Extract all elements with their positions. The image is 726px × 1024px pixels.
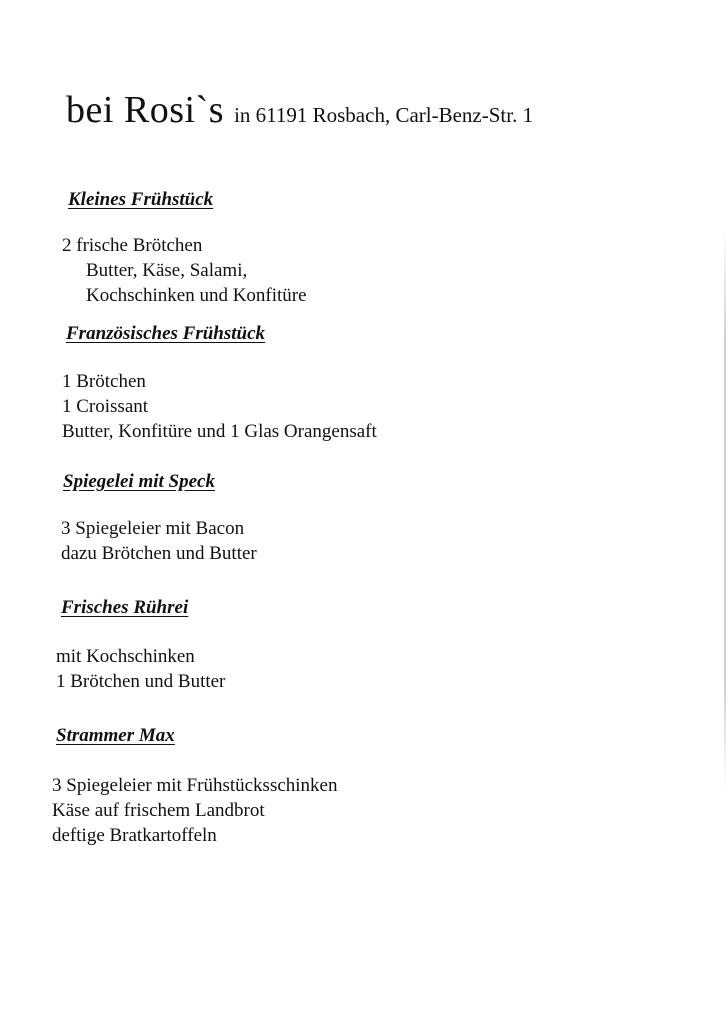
description-line: 1 Brötchen [62,371,146,392]
description-line: Butter, Konfitüre und 1 Glas Orangensaft [62,421,377,442]
menu-item-title: Spiegelei mit Speck [63,471,215,492]
description-line: mit Kochschinken [56,646,195,667]
menu-item-description [62,233,307,308]
restaurant-address: in 61191 Rosbach, Carl-Benz-Str. 1 [234,103,534,127]
menu-item-kleines-fruehstueck [62,188,307,308]
menu-item-description [52,773,337,848]
menu-item-title: Kleines Frühstück [68,189,214,210]
description-line: deftige Bratkartoffeln [52,825,217,846]
menu-item-spiegelei-mit-speck [63,470,257,566]
menu-item-title: Französisches Frühstück [66,323,266,344]
description-line: 1 Brötchen und Butter [56,671,226,692]
description-line: Butter, Käse, Salami, [86,260,248,281]
description-line: Kochschinken und Konfitüre [86,285,307,306]
description-line: 2 frische Brötchen [62,235,203,256]
menu-item-strammer-max [52,724,338,848]
description-line: 1 Croissant [62,396,149,417]
menu-item-description [56,644,225,694]
menu-item-title: Frisches Rührei [61,597,189,618]
menu-item-frisches-ruehrei [56,596,226,694]
description-line: Käse auf frischem Landbrot [52,800,265,821]
menu-item-franzoesisches-fruehstueck [62,322,377,444]
description-line: 3 Spiegeleier mit Bacon [61,518,245,539]
menu-item-description [61,516,257,566]
menu-item-description [62,369,377,444]
description-line: 3 Spiegeleier mit Frühstücksschinken [52,775,338,796]
page-header [66,88,533,132]
description-line: dazu Brötchen und Butter [61,543,257,564]
restaurant-name: bei Rosi`s [66,89,225,131]
menu-item-title: Strammer Max [56,725,175,746]
